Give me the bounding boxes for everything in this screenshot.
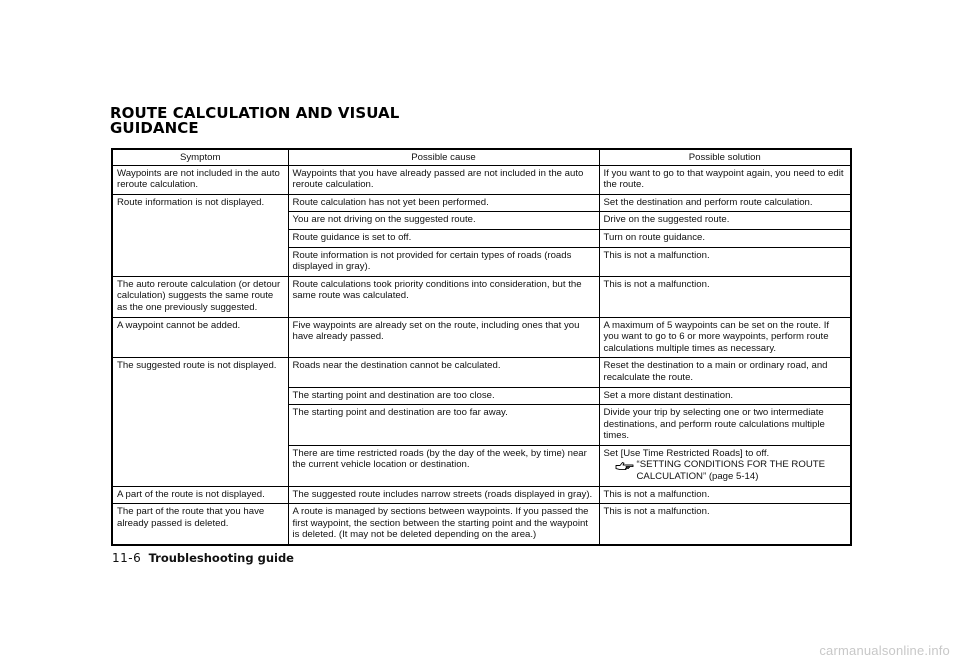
reference-link-text: “SETTING CONDITIONS FOR THE ROUTE CALCULATION” (page 5-14) <box>636 459 826 483</box>
symptom-cell: Waypoints are not included in the auto reroute calculation. <box>112 165 288 194</box>
symptom-cell: The auto reroute calculation (or detour calculation) suggests the same route as the one previously suggested. <box>112 276 288 317</box>
solution-cell: Divide your trip by selecting one or two intermediate destinations, and perform route calculations multiple times. <box>599 405 851 446</box>
solution-cell: If you want to go to that waypoint again, you need to edit the route. <box>599 165 851 194</box>
cross-reference <box>604 459 848 482</box>
page-footer <box>112 551 294 565</box>
solution-text: Set [Use Time Restricted Roads] to off. <box>603 447 770 459</box>
symptom-cell: The suggested route is not displayed. <box>112 358 288 486</box>
section-name: Troubleshooting guide <box>148 551 294 565</box>
cause-cell: Route information is not provided for certain types of roads (roads displayed in gray). <box>288 247 599 276</box>
table-row <box>112 317 851 358</box>
header-possible-cause: Possible cause <box>288 149 599 165</box>
solution-cell <box>599 445 851 486</box>
cause-cell: You are not driving on the suggested route. <box>288 212 599 230</box>
cause-cell: Roads near the destination cannot be calculated. <box>288 358 599 387</box>
cause-cell: Waypoints that you have already passed are not included in the auto reroute calculation. <box>288 165 599 194</box>
troubleshooting-table <box>111 148 852 546</box>
solution-cell: This is not a malfunction. <box>599 504 851 545</box>
table-row <box>112 165 851 194</box>
watermark: carmanualsonline.info <box>819 643 950 658</box>
table-row <box>112 486 851 504</box>
cause-cell: Route guidance is set to off. <box>288 229 599 247</box>
solution-cell: A maximum of 5 waypoints can be set on the route. If you want to go to 6 or more waypoints, perform route calculations multiple times as necessary. <box>599 317 851 358</box>
table-header-row <box>112 149 851 165</box>
cause-cell: Five waypoints are already set on the route, including ones that you have already passed. <box>288 317 599 358</box>
solution-cell: Turn on route guidance. <box>599 229 851 247</box>
cause-cell: The suggested route includes narrow streets (roads displayed in gray). <box>288 486 599 504</box>
symptom-cell: Route information is not displayed. <box>112 194 288 276</box>
table-row <box>112 276 851 317</box>
symptom-cell: The part of the route that you have already passed is deleted. <box>112 504 288 545</box>
cause-cell: The starting point and destination are too far away. <box>288 405 599 446</box>
pointing-hand-icon <box>615 459 637 482</box>
page-title-line-2: GUIDANCE <box>110 119 199 137</box>
header-symptom: Symptom <box>112 149 288 165</box>
cause-cell: A route is managed by sections between waypoints. If you passed the first waypoint, the section between the starting point and the waypoint is deleted. (It may not be deleted depending on the area.) <box>288 504 599 545</box>
cause-cell: Route calculation has not yet been performed. <box>288 194 599 212</box>
solution-cell: Reset the destination to a main or ordinary road, and recalculate the route. <box>599 358 851 387</box>
page-title <box>110 106 399 136</box>
solution-cell: This is not a malfunction. <box>599 276 851 317</box>
table-row <box>112 504 851 545</box>
header-possible-solution: Possible solution <box>599 149 851 165</box>
symptom-cell: A part of the route is not displayed. <box>112 486 288 504</box>
cause-cell: The starting point and destination are too close. <box>288 387 599 405</box>
cause-cell: Route calculations took priority conditions into consideration, but the same route was calculated. <box>288 276 599 317</box>
solution-cell: Drive on the suggested route. <box>599 212 851 230</box>
table-row <box>112 194 851 212</box>
symptom-cell: A waypoint cannot be added. <box>112 317 288 358</box>
page-number: 11-6 <box>112 551 142 565</box>
solution-cell: This is not a malfunction. <box>599 247 851 276</box>
solution-cell: Set the destination and perform route calculation. <box>599 194 851 212</box>
page-title-line-1: ROUTE CALCULATION AND VISUAL <box>110 104 400 122</box>
solution-cell: Set a more distant destination. <box>599 387 851 405</box>
solution-cell: This is not a malfunction. <box>599 486 851 504</box>
table-row <box>112 358 851 387</box>
cause-cell: There are time restricted roads (by the day of the week, by time) near the current vehicle location or destination. <box>288 445 599 486</box>
